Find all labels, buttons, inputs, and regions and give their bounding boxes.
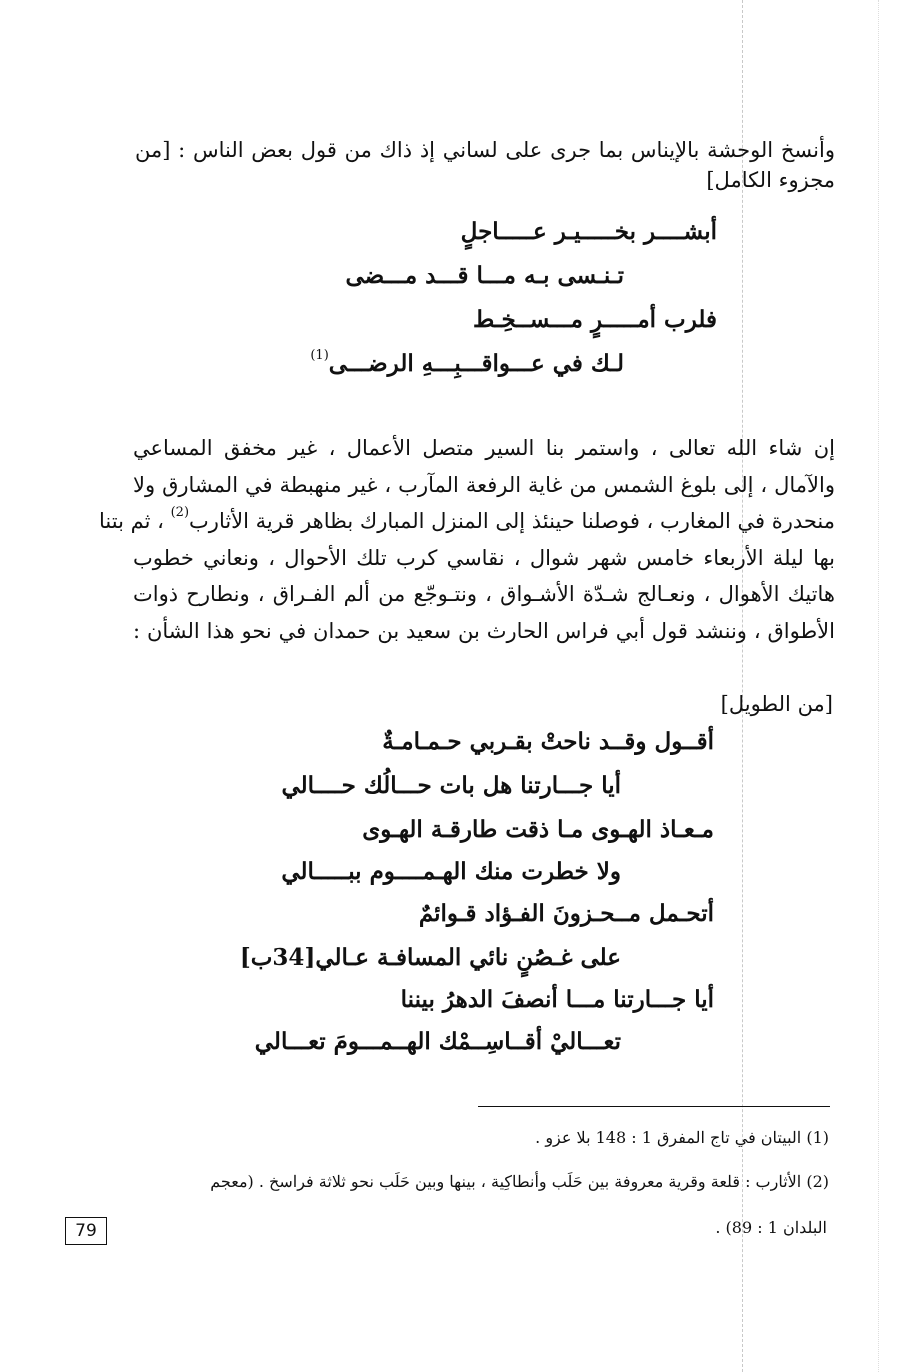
poem1-verse-3: فلرب أمـــــرٍ مـــســخِـط — [472, 306, 717, 333]
poem2-verse-8: تعـــاليْ أقــاسِــمْك الهــمـــومَ تعـــالي — [254, 1028, 621, 1055]
footnote-ref-2: (2) — [170, 505, 190, 520]
page-fold-line — [742, 0, 744, 1372]
intro-meter-line: مجزوء الكامل] — [706, 168, 835, 192]
body-line: الأطواق ، وننشد قول أبي فراس الحارث بن سعيد بن حمدان في نحو هذا الشأن : — [133, 618, 835, 643]
footnote-2: (2) الأثارب : قلعة وقرية معروفة بين حَلَب وأنطاكِية ، بينها وبين حَلَب نحو ثلاثة فراسخ . (معجم — [210, 1172, 829, 1191]
body-line-text: منحدرة في المغارب ، فوصلنا حينئذ إلى المنزل المبارك بظاهر قرية الأثارب — [189, 509, 835, 533]
poem2-verse-5: أتحـمل مــحـزونَ الفـؤاد قـوائمٌ — [418, 900, 714, 927]
footnote-2-continued: البلدان 1 : 89) . — [715, 1218, 827, 1237]
poem2-verse-7: أيا جـــارتنا مـــا أنصفَ الدهرُ بيننا — [400, 986, 714, 1013]
page-number: 79 — [65, 1217, 107, 1245]
poem2-verse-2: أيا جـــارتنا هل بات حـــالُك حــــالي — [281, 772, 621, 799]
body-line: والآمال ، إلى بلوغ الشمس من غاية الرفعة المآرب ، غير منهبطة في المشارق ولا — [133, 472, 835, 497]
poem2-verse-6: على غـصُنٍ نائي المسافـة عـالي[34ب] — [239, 944, 621, 971]
footnote-1: (1) البيتان في تاج المفرق 1 : 148 بلا عزو . — [535, 1128, 829, 1147]
poem2-verse-3: مـعـاذ الهـوى مـا ذقت طارقـة الهـوى — [362, 816, 714, 843]
poem1-verse-1: أبشــــر بخـــــيـر عـــــاجلٍ — [460, 218, 717, 245]
body-line — [99, 503, 835, 540]
page-edge-line — [878, 0, 880, 1372]
poem1-verse-4-text: لـك في عـــواقـــبِـــهِ الرضـــى — [328, 350, 624, 377]
intro-paragraph — [135, 135, 835, 195]
footnote-separator — [478, 1106, 830, 1107]
meter-label: [من الطويل] — [720, 692, 833, 716]
body-line: هاتيك الأهوال ، ونعـالج شـدّة الأشـواق ، ونتـوجّع من ألم الفـراق ، ونطارح ذوات — [133, 582, 835, 606]
body-line: بها ليلة الأربعاء خامس شهر شوال ، نقاسي كرب تلك الأحوال ، ونعاني خطوب — [133, 545, 835, 570]
body-line-text: ، ثم بتنا — [99, 509, 164, 533]
intro-line: وأنسخ الوحشة بالإيناس بما جرى على لساني إذ ذاك من قول بعض الناس : [من — [135, 138, 835, 162]
poem2-verse-1: أقــول وقــد ناحتْ بقـربي حـمـامـةٌ — [382, 728, 714, 755]
poem1-verse-4 — [310, 350, 624, 377]
poem1-verse-2: تـنـسى بـه مـــا قـــد مـــضى — [345, 262, 624, 289]
poem2-verse-4: ولا خطرت منك الهـمــــوم ببـــــالي — [281, 858, 621, 885]
body-paragraph — [99, 430, 835, 649]
footnote-ref-1: (1) — [310, 348, 329, 363]
body-line: إن شاء الله تعالى ، واستمر بنا السير متصل الأعمال ، غير مخفق المساعي — [133, 436, 835, 460]
